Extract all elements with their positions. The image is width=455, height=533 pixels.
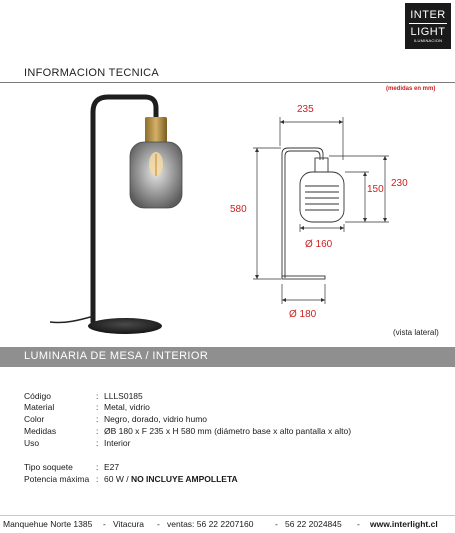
spec-value: Metal, vidrio <box>104 402 150 412</box>
logo-line-3: ILUMINACION <box>413 38 443 43</box>
footer <box>0 515 455 533</box>
section-title-tecnica: INFORMACION TECNICA <box>24 67 160 79</box>
spec-label: Medidas <box>24 426 57 436</box>
footer-address: Manquehue Norte 1385 <box>3 519 93 529</box>
spec-colon: : <box>96 414 99 424</box>
logo-line-2: LIGHT <box>410 26 446 38</box>
brand-logo <box>405 3 451 49</box>
spec-value-bold: NO INCLUYE AMPOLLETA <box>130 474 238 484</box>
footer-website-link[interactable]: www.interlight.cl <box>370 519 438 529</box>
units-note: (medidas en mm) <box>386 86 436 92</box>
spec-label: Código <box>24 391 51 401</box>
product-photo <box>50 92 190 337</box>
section-divider <box>0 82 455 83</box>
footer-separator: - <box>103 519 106 529</box>
dim-height-total: 580 <box>230 204 247 215</box>
logo-line-1: INTER <box>410 9 446 21</box>
dim-shade-diameter: Ø 160 <box>305 239 333 250</box>
spec-value: ØB 180 x F 235 x H 580 mm (diámetro base x alto pantalla x alto) <box>104 426 352 436</box>
spec-label: Color <box>24 414 45 424</box>
spec-value: Interior <box>104 438 131 448</box>
dim-shade-total: 230 <box>391 178 408 189</box>
dim-shade-height: 150 <box>367 184 384 195</box>
spec-label: Potencia máxima <box>24 474 90 484</box>
spec-colon: : <box>96 438 99 448</box>
technical-drawing <box>245 100 445 325</box>
footer-separator: - <box>357 519 360 529</box>
spec-colon: : <box>96 391 99 401</box>
dim-base-diameter: Ø 180 <box>289 309 317 320</box>
spec-label: Uso <box>24 438 40 448</box>
spec-label: Tipo soquete <box>24 462 73 472</box>
spec-value: E27 <box>104 462 120 472</box>
footer-separator: - <box>275 519 278 529</box>
footer-sales: ventas: 56 22 2207160 <box>167 519 254 529</box>
spec-colon: : <box>96 426 99 436</box>
dim-width-top: 235 <box>297 104 314 115</box>
footer-separator: - <box>157 519 160 529</box>
logo-divider <box>409 23 447 24</box>
view-label: (vista lateral) <box>393 328 439 337</box>
spec-value <box>104 474 238 485</box>
spec-value: Negro, dorado, vidrio humo <box>104 414 208 424</box>
spec-value: LLLS0185 <box>104 391 143 401</box>
footer-phone: 56 22 2024845 <box>285 519 342 529</box>
spec-value-plain: 60 W / <box>104 474 131 484</box>
spec-colon: : <box>96 462 99 472</box>
footer-city: Vitacura <box>113 519 145 529</box>
spec-label: Material <box>24 402 55 412</box>
spec-colon: : <box>96 402 99 412</box>
product-category-title: LUMINARIA DE MESA / INTERIOR <box>24 350 209 362</box>
spec-colon: : <box>96 474 99 484</box>
product-category-band <box>0 347 455 367</box>
